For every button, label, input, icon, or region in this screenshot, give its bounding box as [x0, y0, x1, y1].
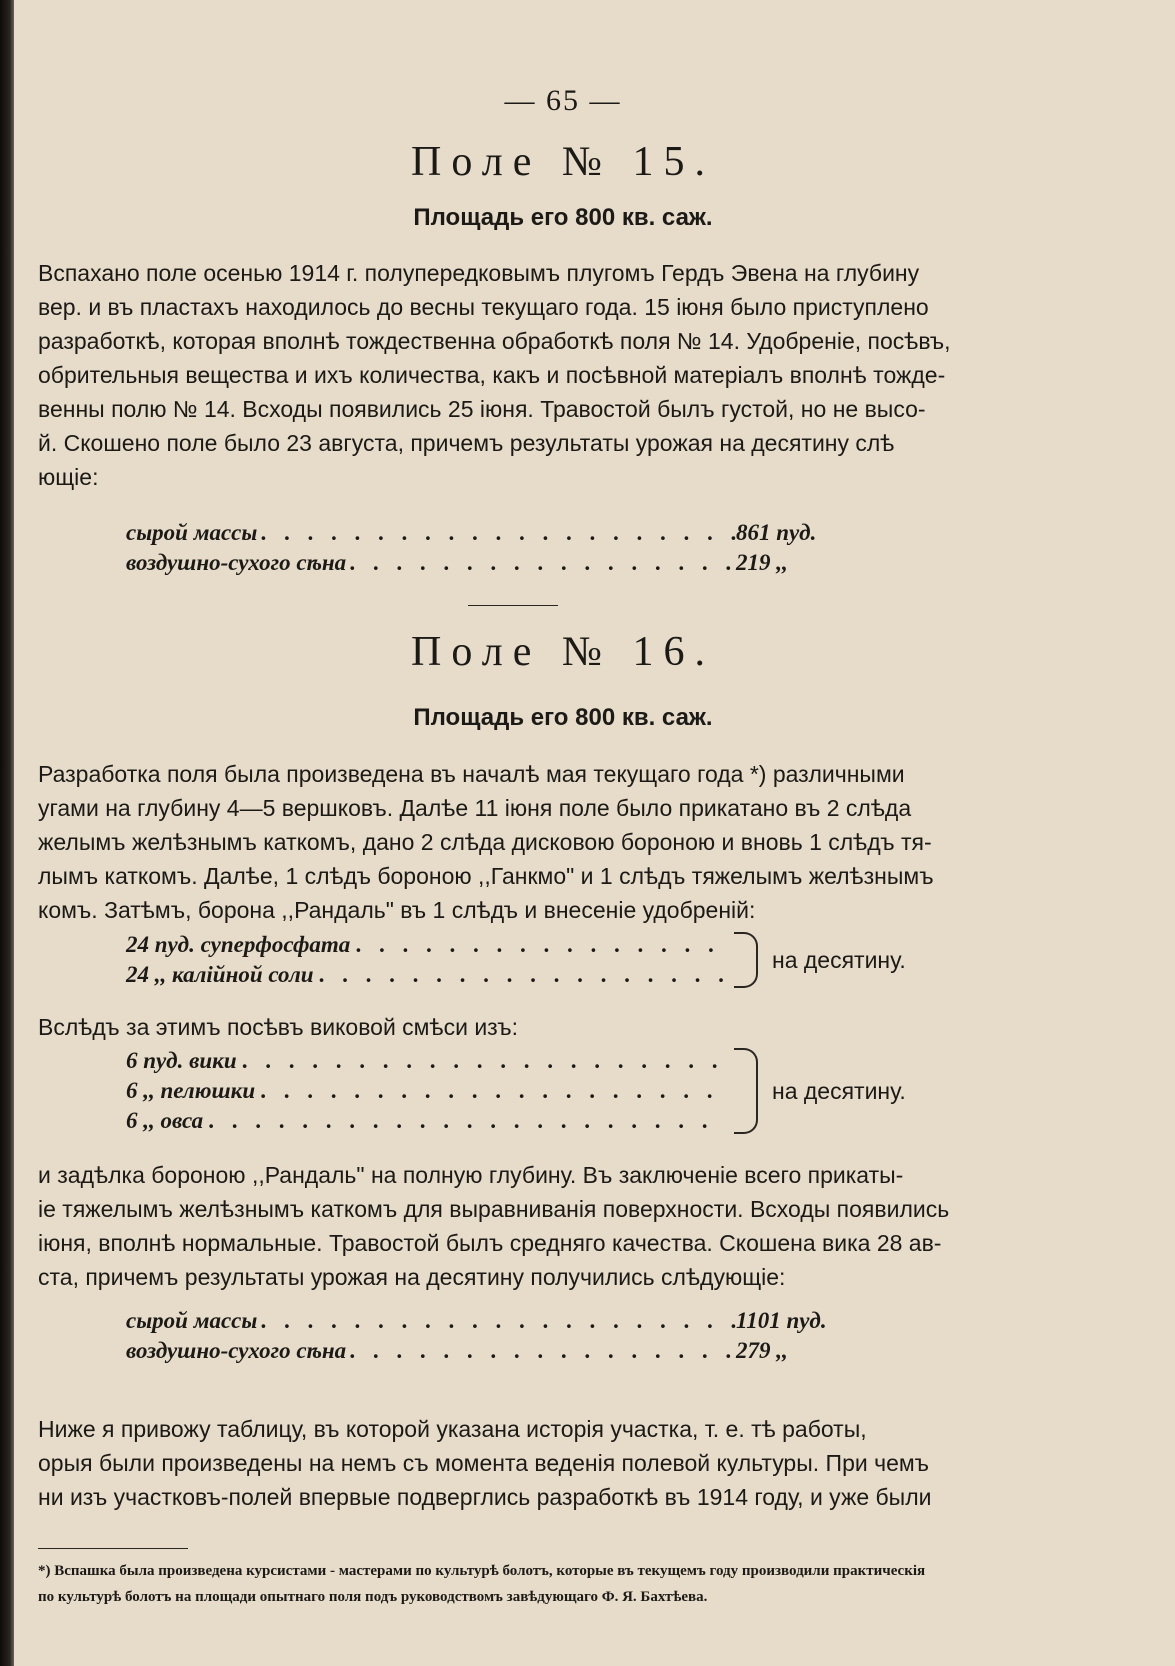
text-line: ющіе:	[38, 464, 99, 490]
leader-dots	[257, 1306, 736, 1336]
yield-row	[126, 1306, 846, 1336]
text-line: іюня, вполнѣ нормальные. Травостой былъ средняго качества. Скошена вика 28 ав-	[38, 1230, 942, 1256]
text-line: Вслѣдъ за этимъ посѣвъ виковой смѣси изъ:	[38, 1014, 518, 1040]
seed-lines	[126, 1046, 726, 1136]
list-item	[126, 1046, 726, 1076]
item-label: 6 ,, овса	[126, 1108, 204, 1133]
text-line: лымъ каткомъ. Далѣе, 1 слѣдъ бороною ,,Ганкмо" и 1 слѣдъ тяжелымъ желѣзнымъ	[38, 863, 934, 889]
item-label: 6 пуд. вики	[126, 1048, 237, 1073]
yield-row	[126, 518, 846, 548]
text-line: венны полю № 14. Всходы появились 25 іюня. Травостой былъ густой, но не высо-	[38, 396, 926, 422]
yield-label: воздушно-сухого сѣна	[126, 550, 347, 575]
leader-dots	[314, 960, 726, 990]
yield-row	[126, 1336, 846, 1366]
closing-paragraph	[38, 1412, 1080, 1514]
field-15-title: Поле № 15.	[411, 139, 715, 185]
field-16-paragraph-2	[38, 1158, 1080, 1294]
leader-dots	[346, 548, 736, 578]
footnote	[38, 1558, 1088, 1610]
fertilizer-list	[126, 930, 906, 990]
text-line: орыя были произведены на немъ съ момента веденія полевой культуры. При чемъ	[38, 1450, 930, 1476]
text-line: комъ. Затѣмъ, борона ,,Рандаль" въ 1 слѣдъ и внесеніе удобреній:	[38, 897, 756, 923]
text-line: й. Скошено поле было 23 августа, причемъ результаты урожая на десятину слѣ	[38, 430, 895, 456]
yield-label: сырой массы	[126, 1308, 258, 1333]
yield-value: 279 ,,	[736, 1338, 788, 1363]
fertilizer-lines	[126, 930, 726, 990]
text-line: вер. и въ пластахъ находилось до весны текущаго года. 15 іюня было приступлено	[38, 294, 929, 320]
text-line: іе тяжелымъ желѣзнымъ каткомъ для выравниванія поверхности. Всходы появились	[38, 1196, 950, 1222]
text-line: желымъ желѣзнымъ каткомъ, дано 2 слѣда дисковою бороною и вновь 1 слѣдъ тя-	[38, 829, 932, 855]
curly-brace	[734, 932, 758, 988]
yield-value: 219 ,,	[736, 550, 788, 575]
list-item	[126, 1106, 726, 1136]
text-line: ни изъ участковъ-полей впервые подверглись разработкѣ въ 1914 году, и уже были	[38, 1484, 932, 1510]
book-spine-shadow	[0, 0, 14, 1666]
field-15-area: Площадь его 800 кв. саж.	[413, 204, 713, 231]
footnote-rule	[38, 1548, 188, 1549]
footnote-line: по культурѣ болотъ на площади опытнаго поля подъ руководствомъ завѣдующаго Ф. Я. Бахтѣева.	[38, 1589, 708, 1605]
text-line: Ниже я привожу таблицу, въ которой указана исторія участка, т. е. тѣ работы,	[38, 1416, 867, 1442]
field-16-area: Площадь его 800 кв. саж.	[413, 704, 713, 731]
text-line: Вспахано поле осенью 1914 г. полупередковымъ плугомъ Гердъ Эвена на глубину	[38, 260, 920, 286]
yield-value: 861 пуд.	[736, 520, 817, 545]
leader-dots	[237, 1046, 726, 1076]
text-line: и задѣлка бороною ,,Рандаль" на полную глубину. Въ заключеніе всего прикаты-	[38, 1162, 904, 1188]
list-item	[126, 1076, 726, 1106]
text-line: ста, причемъ результаты урожая на десятину получились слѣдующіе:	[38, 1264, 786, 1290]
text-line: угами на глубину 4—5 вершковъ. Далѣе 11 іюня поле было прикатано въ 2 слѣда	[38, 795, 912, 821]
curly-brace	[734, 1048, 758, 1134]
field-16-title: Поле № 16.	[411, 629, 715, 675]
text-line: разработкѣ, которая вполнѣ тождественна обработкѣ поля № 14. Удобреніе, посѣвъ,	[38, 328, 951, 354]
leader-dots	[203, 1106, 726, 1136]
text-line: обрительныя вещества и ихъ количества, какъ и посѣвной матеріалъ вполнѣ тожде-	[38, 362, 946, 388]
item-label: 24 ,, калійной соли	[126, 962, 314, 987]
leader-dots	[350, 930, 726, 960]
yield-row	[126, 548, 846, 578]
yield-value: 1101 пуд.	[736, 1308, 827, 1333]
per-desyatina-note: на десятину.	[772, 946, 906, 973]
yield-label: сырой массы	[126, 520, 258, 545]
field-16-yield	[126, 1306, 846, 1366]
list-item	[126, 960, 726, 990]
item-label: 24 пуд. суперфосфата	[126, 932, 351, 957]
per-desyatina-note: на десятину.	[772, 1077, 906, 1104]
page-number: — 65 —	[504, 84, 622, 117]
document-page	[38, 0, 1088, 1666]
seed-list	[126, 1046, 906, 1136]
leader-dots	[257, 518, 736, 548]
yield-label: воздушно-сухого сѣна	[126, 1338, 347, 1363]
seeding-intro	[38, 1010, 1080, 1044]
list-item	[126, 930, 726, 960]
leader-dots	[255, 1076, 726, 1106]
leader-dots	[346, 1336, 736, 1366]
field-15-yield	[126, 518, 846, 578]
item-label: 6 ,, пелюшки	[126, 1078, 256, 1103]
text-line: Разработка поля была произведена въ началѣ мая текущаго года *) различными	[38, 761, 905, 787]
footnote-line: *) Вспашка была произведена курсистами - мастерами по культурѣ болотъ, которые въ текущемъ году производили практическія	[38, 1563, 926, 1579]
field-16-paragraph-1	[38, 757, 1080, 927]
section-divider	[468, 605, 558, 606]
field-15-paragraph	[38, 256, 1080, 494]
